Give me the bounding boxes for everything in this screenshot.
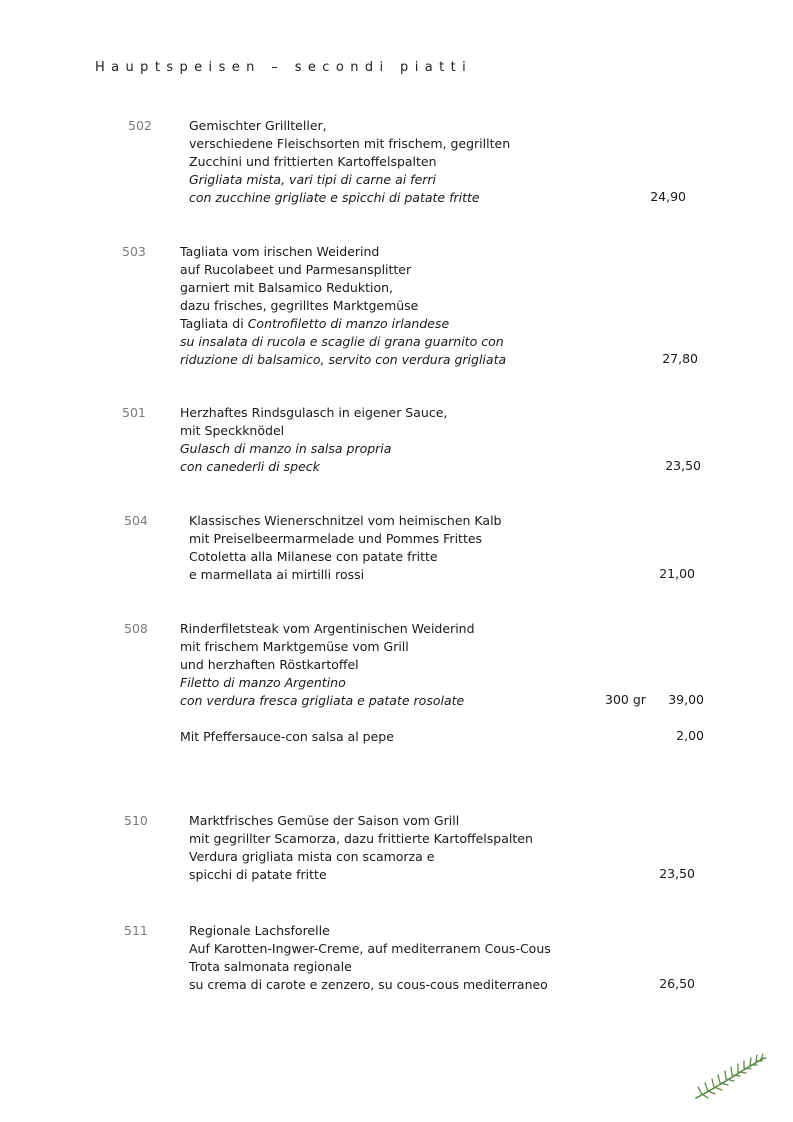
dish-line: verschiedene Fleischsorten mit frischem, gegrillten [189, 136, 511, 151]
dish-line: riduzione di balsamico, servito con verdura grigliata [180, 352, 507, 367]
dish-line: Zucchini und frittierten Kartoffelspalten [189, 154, 437, 169]
extra-sauce-label: Mit Pfeffersauce-con salsa al pepe [180, 729, 394, 744]
dish-line: Gulasch di manzo in salsa propria [180, 441, 392, 456]
dish-line: garniert mit Balsamico Reduktion, [180, 280, 393, 295]
dish-line: su crema di carote e zenzero, su cous-cous mediterraneo [189, 977, 548, 992]
dish-number: 502 [128, 118, 152, 133]
dish-price: 39,00 [668, 692, 704, 707]
dish-line: Trota salmonata regionale [189, 959, 352, 974]
dish-line: su insalata di rucola e scaglie di grana guarnito con [180, 334, 504, 349]
dish-line: Herzhaftes Rindsgulasch in eigener Sauce, [180, 405, 448, 420]
dish-line [180, 315, 506, 333]
dish-price: 23,50 [659, 866, 695, 881]
dish-line-part: Tagliata di [180, 316, 248, 331]
dish-line: mit frischem Marktgemüse vom Grill [180, 639, 409, 654]
dish-description [189, 922, 551, 994]
dish-line: Regionale Lachsforelle [189, 923, 330, 938]
dish-number: 501 [122, 405, 146, 420]
dish-price: 26,50 [659, 976, 695, 991]
dish-line: e marmellata ai mirtilli rossi [189, 567, 365, 582]
dish-line: Klassisches Wienerschnitzel vom heimischen Kalb [189, 513, 502, 528]
dish-number: 508 [124, 621, 148, 636]
dish-line: mit gegrillter Scamorza, dazu frittierte Kartoffelspalten [189, 831, 533, 846]
extra-sauce-price: 2,00 [676, 728, 704, 743]
page-title: Hauptspeisen – secondi piatti [95, 60, 473, 75]
dish-line: Cotoletta alla Milanese con patate fritte [189, 549, 438, 564]
dish-description [180, 404, 447, 476]
dish-line: auf Rucolabeet und Parmesansplitter [180, 262, 412, 277]
dish-line-part: Controfiletto di manzo irlandese [247, 316, 450, 331]
dish-price: 23,50 [665, 458, 701, 473]
dish-description [189, 117, 510, 207]
dish-price: 24,90 [650, 189, 686, 204]
dish-line: dazu frisches, gegrilltes Marktgemüse [180, 298, 419, 313]
dish-number: 503 [122, 244, 146, 259]
dish-line: mit Preiselbeermarmelade und Pommes Frittes [189, 531, 483, 546]
dish-line: Marktfrisches Gemüse der Saison vom Grill [189, 813, 460, 828]
dish-line: Grigliata mista, vari tipi di carne ai ferri [189, 172, 437, 187]
dish-description [189, 512, 501, 584]
rosemary-sprig-icon [690, 1048, 770, 1104]
dish-number: 511 [124, 923, 148, 938]
dish-number: 504 [124, 513, 148, 528]
dish-description [180, 620, 475, 710]
dish-line: Filetto di manzo Argentino [180, 675, 346, 690]
dish-line: mit Speckknödel [180, 423, 285, 438]
dish-line: Rinderfiletsteak vom Argentinischen Weiderind [180, 621, 475, 636]
dish-line: und herzhaften Röstkartoffel [180, 657, 359, 672]
dish-number: 510 [124, 813, 148, 828]
dish-description [189, 812, 533, 884]
dish-line: Tagliata vom irischen Weiderind [180, 244, 380, 259]
dish-price: 21,00 [659, 566, 695, 581]
dish-weight: 300 gr [605, 692, 646, 707]
dish-description [180, 243, 506, 369]
dish-line: Auf Karotten-Ingwer-Creme, auf mediterranem Cous-Cous [189, 941, 551, 956]
dish-line: con verdura fresca grigliata e patate rosolate [180, 693, 465, 708]
dish-line: con canederli di speck [180, 459, 320, 474]
dish-line: con zucchine grigliate e spicchi di patate fritte [189, 190, 480, 205]
dish-line: Gemischter Grillteller, [189, 118, 327, 133]
dish-line: spicchi di patate fritte [189, 867, 327, 882]
dish-price: 27,80 [662, 351, 698, 366]
dish-line: Verdura grigliata mista con scamorza e [189, 849, 435, 864]
